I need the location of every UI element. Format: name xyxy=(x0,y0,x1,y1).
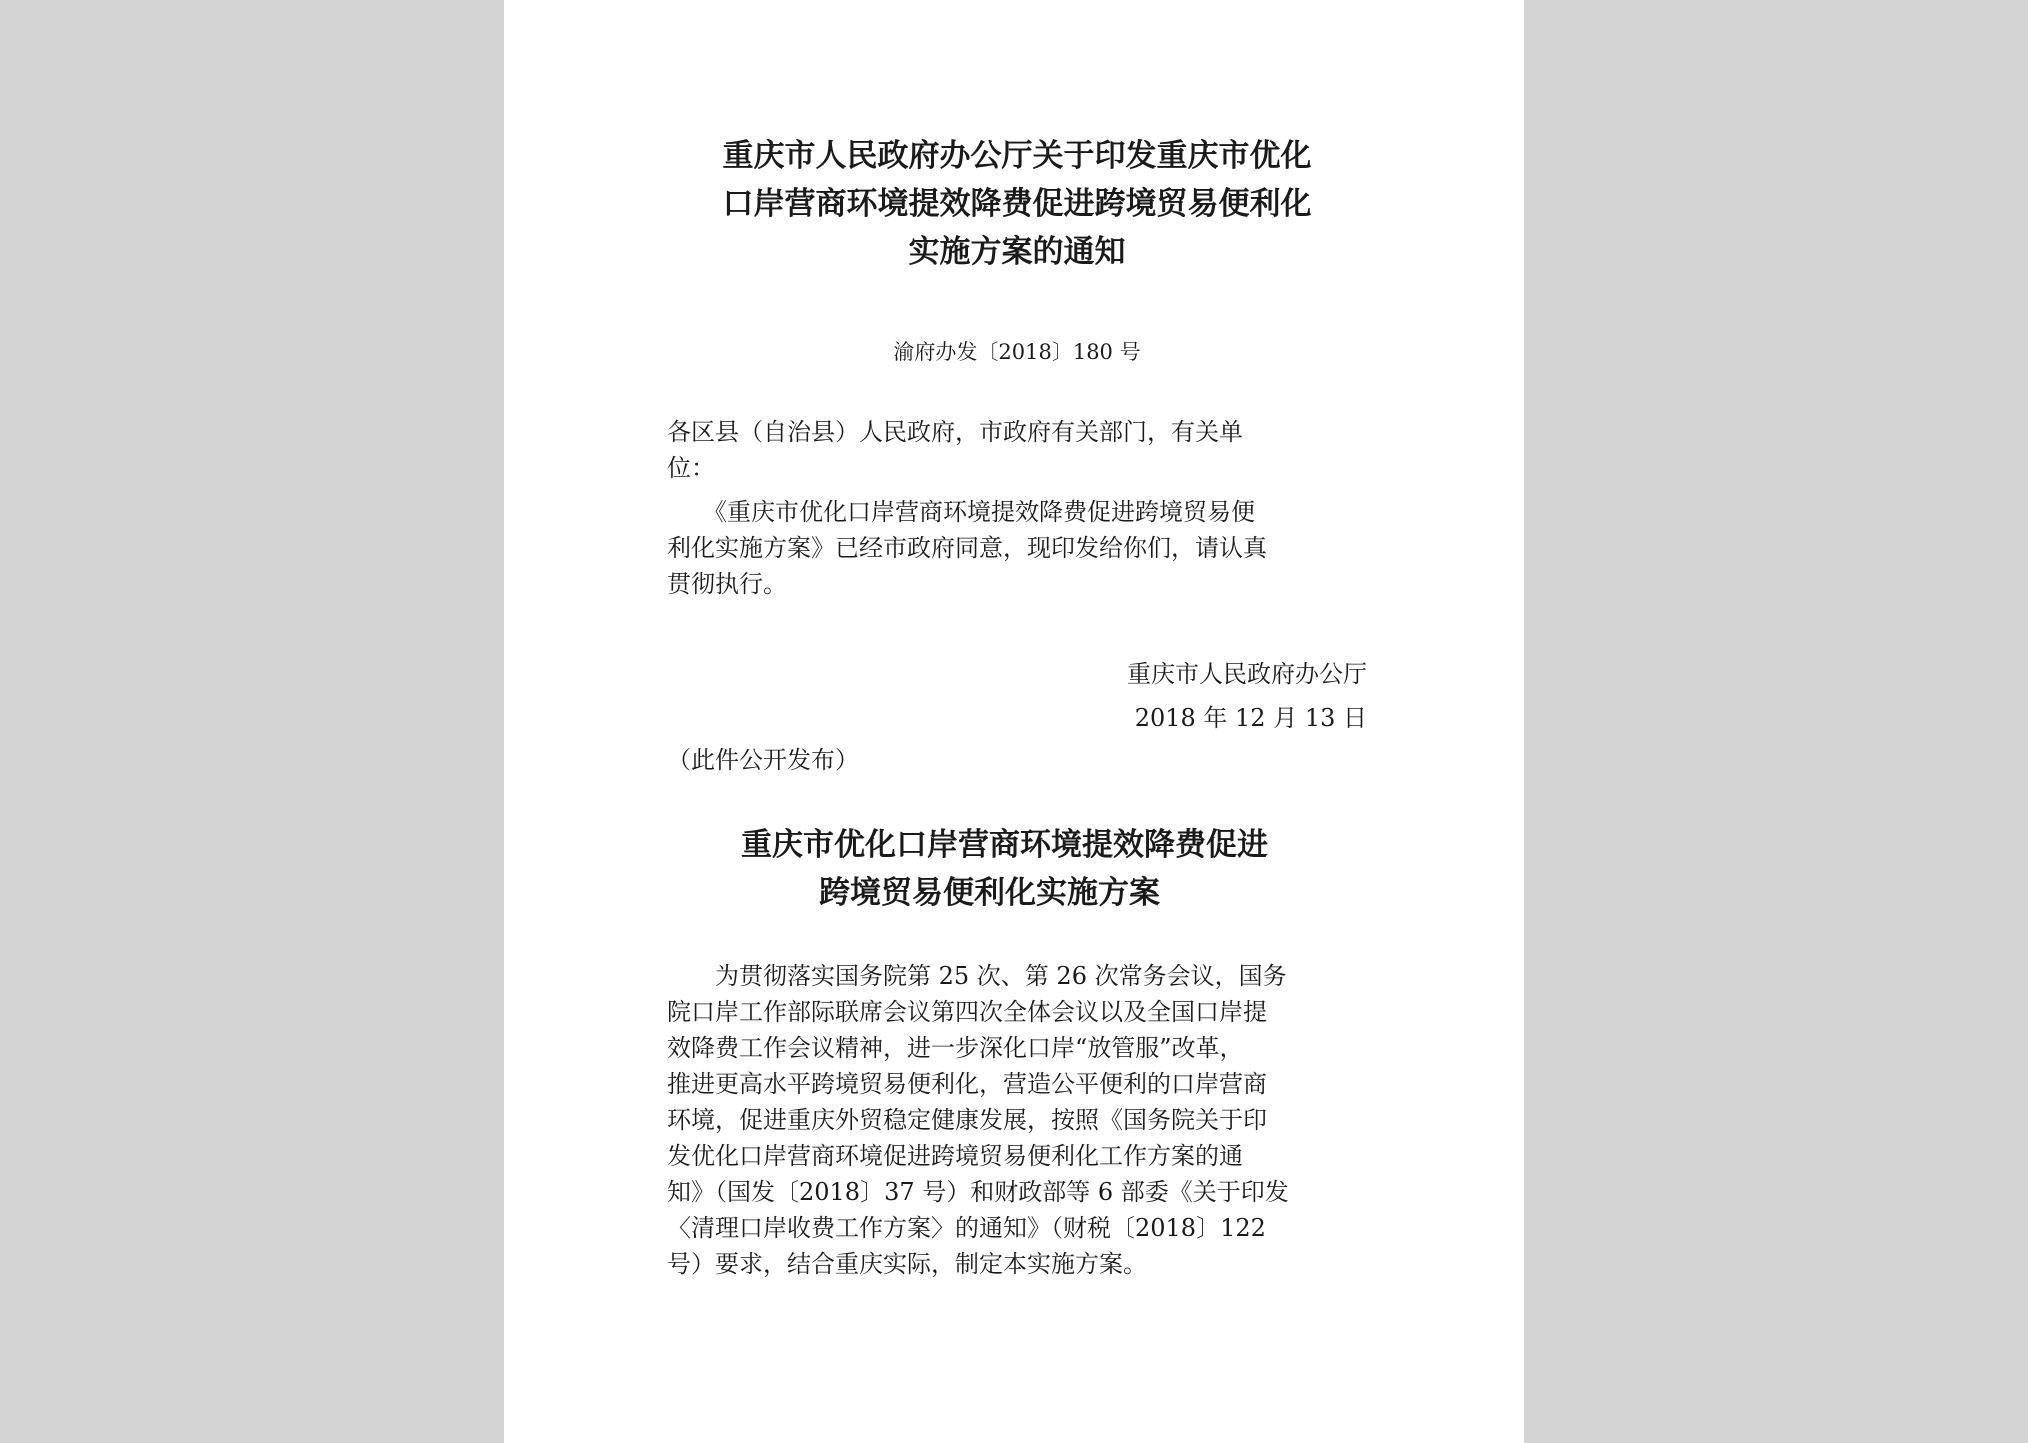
issue-date: 2018 年 12 月 13 日 xyxy=(1134,704,1367,732)
paragraph-line: 知》（国发〔2018〕37 号）和财政部等 6 部委《关于印发 xyxy=(667,1178,1289,1206)
notice-title xyxy=(667,132,1367,276)
paragraph-line: 发优化口岸营商环境促进跨境贸易便利化工作方案的通 xyxy=(667,1142,1243,1170)
plan-paragraph xyxy=(667,958,1289,1282)
publish-note: （此件公开发布） xyxy=(667,746,859,774)
document-number: 渝府办发〔2018〕180 号 xyxy=(893,340,1141,364)
notice-title-line: 重庆市人民政府办公厅关于印发重庆市优化 xyxy=(722,138,1312,174)
document-page xyxy=(504,0,1524,1443)
notice-title-line: 实施方案的通知 xyxy=(908,234,1126,270)
paragraph-line: 利化实施方案》已经市政府同意，现印发给你们，请认真 xyxy=(667,534,1267,562)
signature-block xyxy=(1127,652,1367,740)
paragraph-line: 号）要求，结合重庆实际，制定本实施方案。 xyxy=(667,1250,1147,1278)
paragraph-line: 院口岸工作部际联席会议第四次全体会议以及全国口岸提 xyxy=(667,998,1267,1026)
paragraph-line: 《重庆市优化口岸营商环境提效降费促进跨境贸易便 xyxy=(667,498,1255,526)
notice-paragraph xyxy=(667,494,1267,602)
plan-title-line: 跨境贸易便利化实施方案 xyxy=(819,875,1160,911)
paragraph-line: 〈清理口岸收费工作方案〉的通知》（财税〔2018〕122 xyxy=(667,1214,1266,1242)
paragraph-line: 推进更高水平跨境贸易便利化，营造公平便利的口岸营商 xyxy=(667,1070,1267,1098)
paragraph-line: 效降费工作会议精神，进一步深化口岸“放管服”改革， xyxy=(667,1034,1244,1062)
plan-title xyxy=(667,821,1367,917)
addressee-line: 位： xyxy=(667,454,715,482)
issuer-name: 重庆市人民政府办公厅 xyxy=(1127,660,1367,688)
paragraph-line: 贯彻执行。 xyxy=(667,570,787,598)
paragraph-line: 环境，促进重庆外贸稳定健康发展，按照《国务院关于印 xyxy=(667,1106,1267,1134)
paragraph-line: 为贯彻落实国务院第 25 次、第 26 次常务会议，国务 xyxy=(667,962,1287,990)
addressee xyxy=(667,414,1243,486)
plan-title-line: 重庆市优化口岸营商环境提效降费促进 xyxy=(741,827,1268,863)
notice-title-line: 口岸营商环境提效降费促进跨境贸易便利化 xyxy=(722,186,1312,222)
addressee-line: 各区县（自治县）人民政府，市政府有关部门，有关单 xyxy=(667,418,1243,446)
